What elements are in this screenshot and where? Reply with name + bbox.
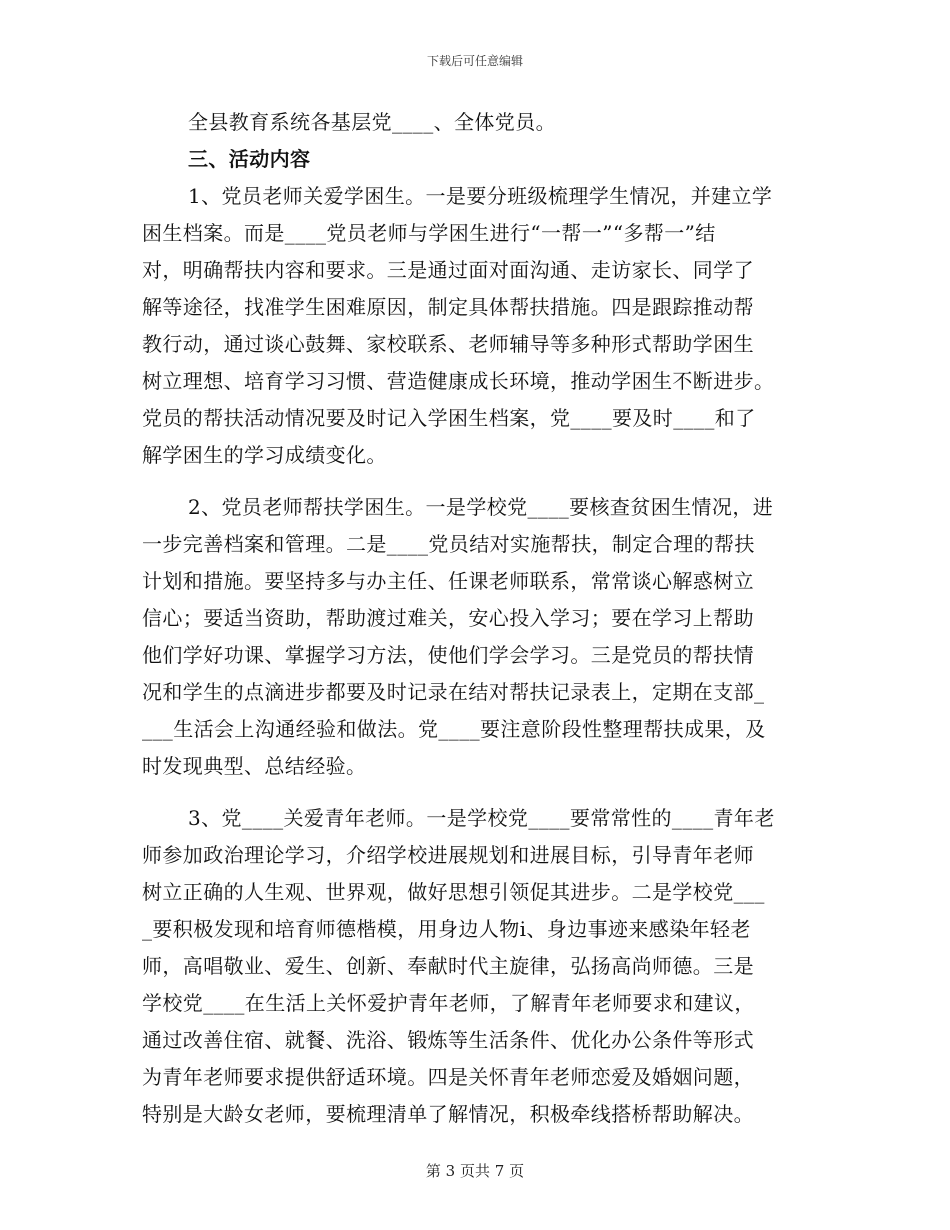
- text-line: 全县教育系统各基层党____、全体党员。: [188, 110, 556, 134]
- text-line: 树立理想、培育学习习惯、营造健康成长环境，推动学困生不断进步。: [142, 369, 775, 393]
- text-line: 况和学生的点滴进步都要及时记录在结对帮扶记录表上，定期在支部_: [142, 680, 765, 704]
- section-heading: 三、活动内容: [188, 147, 311, 171]
- text-line: 师，高唱敬业、爱生、创新、奉献时代主旋律，弘扬高尚师德。三是: [142, 954, 754, 978]
- text-line: 为青年老师要求提供舒适环境。四是关怀青年老师恋爱及婚姻问题，: [142, 1065, 754, 1089]
- text-line: 解学困生的学习成绩变化。: [142, 443, 387, 467]
- page-number: 第 3 页共 7 页: [425, 1162, 525, 1180]
- text-line: 学校党____在生活上关怀爱护青年老师，了解青年老师要求和建议，: [142, 991, 755, 1015]
- text-line: 树立正确的人生观、世界观，做好思想引领促其进步。二是学校党___: [142, 880, 765, 904]
- text-line: 对，明确帮扶内容和要求。三是通过面对面沟通、走访家长、同学了: [142, 258, 754, 282]
- document-body: [142, 104, 808, 1133]
- text-line: ___生活会上沟通经验和做法。党____要注意阶段性整理帮扶成果，及: [142, 717, 766, 741]
- text-line: 师参加政治理论学习，介绍学校进展规划和进展目标，引导青年老师: [142, 843, 754, 867]
- text-line: _要积极发现和培育师德楷模，用身边人物i、身边事迹来感染年轻老: [142, 917, 751, 941]
- text-line: 困生档案。而是____党员老师与学困生进行“一帮一”“多帮一”结: [142, 221, 716, 245]
- text-line: 特别是大龄女老师，要梳理清单了解情况，积极牵线搭桥帮助解决。: [142, 1102, 754, 1126]
- text-line: 通过改善住宿、就餐、洗浴、锻炼等生活条件、优化办公条件等形式: [142, 1028, 754, 1052]
- page-header: 下载后可任意编辑: [426, 54, 523, 68]
- paragraph-3-start: 3、党____关爱青年老师。一是学校党____要常常性的____青年老: [188, 806, 775, 830]
- text-line: 时发现典型、总结经验。: [142, 754, 367, 778]
- text-line: 信心；要适当资助，帮助渡过难关，安心投入学习；要在学习上帮助: [142, 606, 754, 630]
- paragraph-1-start: 1、党员老师关爱学困生。一是要分班级梳理学生情况，并建立学: [188, 184, 773, 208]
- text-line: 党员的帮扶活动情况要及时记入学困生档案，党____要及时____和了: [142, 406, 756, 430]
- text-line: 教行动，通过谈心鼓舞、家校联系、老师辅导等多种形式帮助学困生: [142, 332, 754, 356]
- text-line: 计划和措施。要坚持多与办主任、任课老师联系，常常谈心解惑树立: [142, 569, 754, 593]
- text-line: 解等途径，找准学生困难原因，制定具体帮扶措施。四是跟踪推动帮: [142, 295, 754, 319]
- text-line: 一步完善档案和管理。二是____党员结对实施帮扶，制定合理的帮扶: [142, 532, 755, 556]
- text-line: 他们学好功课、掌握学习方法，使他们学会学习。三是党员的帮扶情: [142, 643, 754, 667]
- paragraph-2-start: 2、党员老师帮扶学困生。一是学校党____要核查贫困生情况，进: [188, 495, 774, 519]
